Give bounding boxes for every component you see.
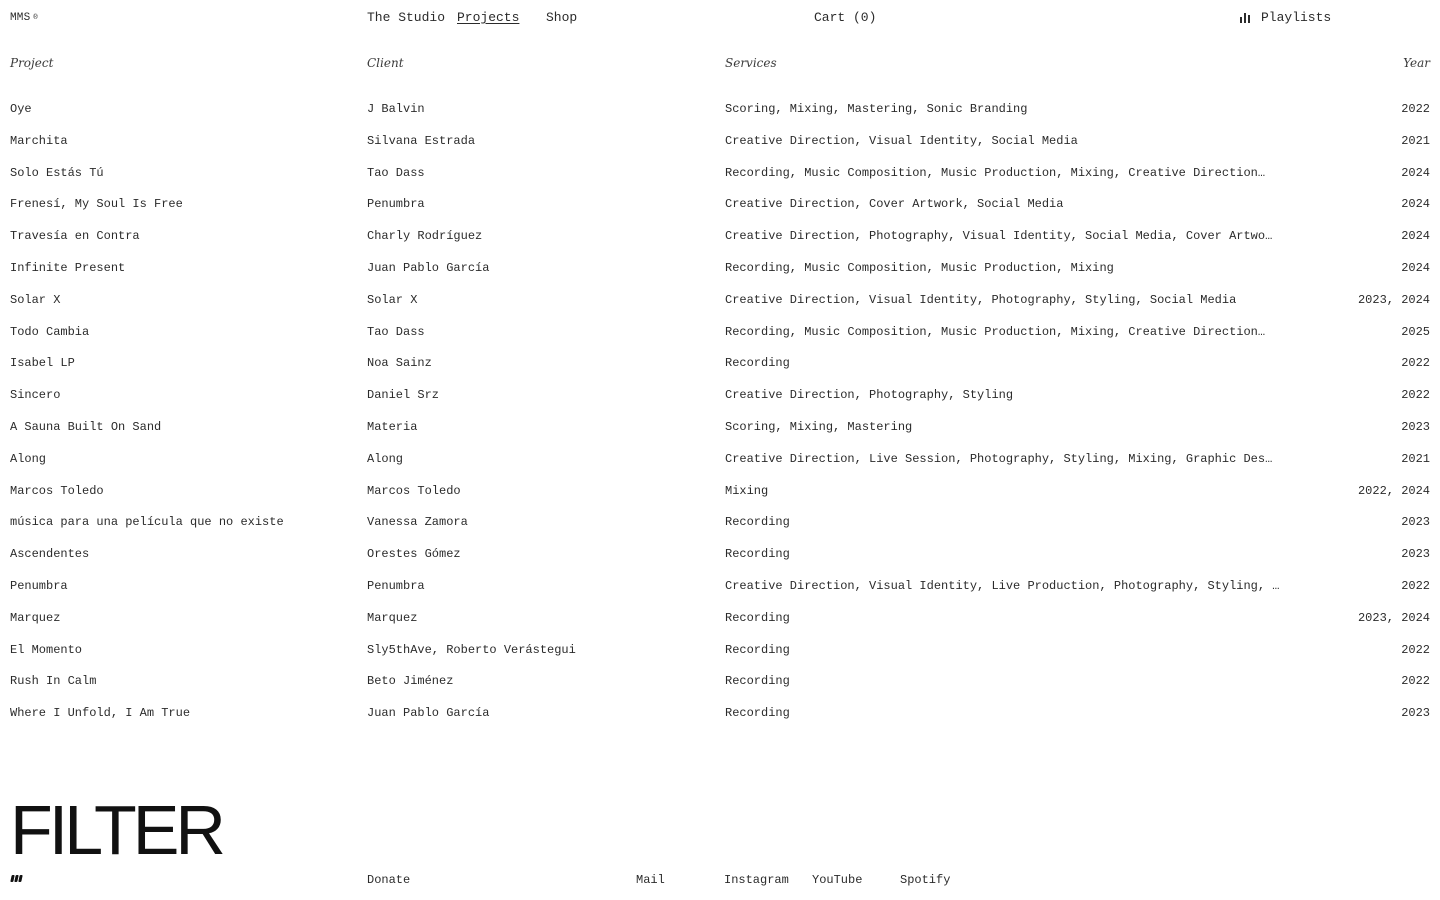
registered-mark: ® [33, 14, 38, 22]
table-row[interactable] [10, 545, 1430, 577]
project-cell: Ascendentes [10, 547, 90, 562]
project-cell: Frenesí, My Soul Is Free [10, 197, 183, 212]
services-cell: Creative Direction, Live Session, Photography, Styling, Mixing, Graphic Des… [725, 451, 1273, 466]
year-cell: 2022 [1401, 356, 1430, 371]
services-cell: Creative Direction, Visual Identity, Social Media [725, 133, 1078, 148]
client-cell: Daniel Srz [367, 388, 440, 403]
year-cell: 2022, 2024 [1357, 483, 1430, 498]
project-cell: Marquez [10, 610, 61, 625]
services-cell: Recording [725, 356, 790, 371]
client-cell: Marquez [367, 610, 418, 625]
year-cell: 2022 [1401, 674, 1430, 689]
year-cell: 2022 [1401, 102, 1430, 116]
services-cell: Recording, Music Composition, Music Production, Mixing, Creative Direction… [725, 165, 1266, 180]
year-cell: 2022 [1401, 578, 1430, 593]
client-cell: Tao Dass [367, 165, 425, 180]
table-row[interactable] [10, 577, 1430, 609]
footer-link-spotify[interactable]: Spotify [900, 873, 951, 887]
client-cell: Solar X [367, 292, 418, 307]
year-cell: 2024 [1401, 197, 1430, 212]
nav-link-projects[interactable]: Projects [457, 10, 520, 25]
table-row[interactable] [10, 513, 1430, 545]
header-project[interactable]: Project [10, 56, 54, 70]
project-cell: Travesía en Contra [10, 229, 140, 244]
project-cell: Penumbra [10, 578, 68, 593]
header-services[interactable]: Services [725, 56, 777, 70]
project-cell: Solo Estás Tú [10, 165, 104, 180]
table-row[interactable] [10, 354, 1430, 386]
table-row[interactable] [10, 704, 1430, 736]
project-cell: El Momento [10, 642, 83, 657]
footer [0, 872, 1440, 890]
project-cell: Along [10, 451, 47, 466]
project-cell: Isabel LP [10, 356, 75, 371]
year-cell: 2023 [1401, 419, 1430, 434]
client-cell: Tao Dass [367, 324, 425, 339]
services-cell: Recording, Music Composition, Music Production, Mixing [725, 260, 1114, 275]
services-cell: Recording [725, 706, 790, 721]
year-cell: 2024 [1401, 165, 1430, 180]
nav-link-playlists[interactable] [1240, 10, 1331, 26]
logo-text: MMS [10, 12, 31, 24]
table-row[interactable] [10, 132, 1430, 164]
project-cell: Infinite Present [10, 260, 126, 275]
table-row[interactable] [10, 418, 1430, 450]
client-cell: Marcos Toledo [367, 483, 461, 498]
year-cell: 2023 [1401, 515, 1430, 530]
year-cell: 2023 [1401, 547, 1430, 562]
year-cell: 2023 [1401, 706, 1430, 721]
projects-table [10, 56, 1430, 721]
project-cell: Marchita [10, 133, 68, 148]
services-cell: Creative Direction, Visual Identity, Live Production, Photography, Styling, … [725, 578, 1280, 593]
year-cell: 2022 [1401, 388, 1430, 403]
project-cell: A Sauna Built On Sand [10, 419, 162, 434]
client-cell: J Balvin [367, 102, 425, 116]
nav-link-cart[interactable]: Cart (0) [814, 10, 877, 25]
nav-link-the-studio[interactable]: The Studio [367, 10, 446, 25]
client-cell: Juan Pablo García [367, 260, 490, 275]
table-header [10, 56, 1430, 74]
services-cell: Mixing [725, 483, 769, 498]
services-cell: Recording [725, 610, 790, 625]
client-cell: Sly5thAve, Roberto Verástegui [367, 642, 576, 657]
table-row[interactable] [10, 450, 1430, 482]
mms-mark-icon[interactable] [11, 875, 22, 882]
services-cell: Recording [725, 515, 790, 530]
table-row[interactable] [10, 291, 1430, 323]
footer-link-mail[interactable]: Mail [636, 873, 665, 887]
services-cell: Scoring, Mixing, Mastering, Sonic Branding [725, 102, 1028, 116]
equalizer-bars-icon [1240, 13, 1252, 23]
project-cell: música para una película que no existe [10, 515, 284, 530]
playlists-label: Playlists [1261, 10, 1332, 25]
client-cell: Juan Pablo García [367, 706, 490, 721]
footer-link-donate[interactable]: Donate [367, 873, 411, 887]
year-cell: 2021 [1401, 133, 1430, 148]
project-cell: Oye [10, 102, 32, 116]
table-row[interactable] [10, 672, 1430, 704]
client-cell: Along [367, 451, 404, 466]
services-cell: Creative Direction, Photography, Visual Identity, Social Media, Cover Artwo… [725, 229, 1273, 244]
table-body [10, 100, 1430, 736]
client-cell: Orestes Gómez [367, 547, 461, 562]
client-cell: Charly Rodríguez [367, 229, 483, 244]
client-cell: Penumbra [367, 197, 425, 212]
year-cell: 2021 [1401, 451, 1430, 466]
services-cell: Recording [725, 642, 790, 657]
header-client[interactable]: Client [367, 56, 404, 70]
filter-button[interactable]: FILTER [10, 791, 222, 869]
client-cell: Materia [367, 419, 418, 434]
year-cell: 2024 [1401, 260, 1430, 275]
table-row[interactable] [10, 259, 1430, 291]
year-cell: 2022 [1401, 642, 1430, 657]
table-row[interactable] [10, 227, 1430, 259]
services-cell: Recording [725, 674, 790, 689]
client-cell: Noa Sainz [367, 356, 432, 371]
nav-link-shop[interactable]: Shop [546, 10, 578, 25]
services-cell: Recording, Music Composition, Music Production, Mixing, Creative Direction… [725, 324, 1266, 339]
year-cell: 2023, 2024 [1357, 292, 1430, 307]
project-cell: Sincero [10, 388, 61, 403]
project-cell: Solar X [10, 292, 61, 307]
year-cell: 2024 [1401, 229, 1430, 244]
header-year[interactable]: Year [1403, 56, 1430, 70]
client-cell: Beto Jiménez [367, 674, 454, 689]
table-row[interactable] [10, 482, 1430, 514]
footer-link-instagram[interactable]: Instagram [724, 873, 789, 887]
year-cell: 2025 [1401, 324, 1430, 339]
services-cell: Recording [725, 547, 790, 562]
table-row[interactable] [10, 164, 1430, 196]
client-cell: Silvana Estrada [367, 133, 476, 148]
services-cell: Creative Direction, Cover Artwork, Social Media [725, 197, 1064, 212]
client-cell: Vanessa Zamora [367, 515, 468, 530]
table-row[interactable] [10, 100, 1430, 132]
top-nav [0, 10, 1440, 26]
services-cell: Creative Direction, Photography, Styling [725, 388, 1014, 403]
table-row[interactable] [10, 195, 1430, 227]
footer-link-youtube[interactable]: YouTube [812, 873, 863, 887]
project-cell: Todo Cambia [10, 324, 90, 339]
logo-link[interactable] [10, 10, 38, 26]
table-row[interactable] [10, 641, 1430, 673]
table-row[interactable] [10, 323, 1430, 355]
project-cell: Marcos Toledo [10, 483, 104, 498]
services-cell: Scoring, Mixing, Mastering [725, 419, 913, 434]
table-row[interactable] [10, 609, 1430, 641]
services-cell: Creative Direction, Visual Identity, Photography, Styling, Social Media [725, 292, 1237, 307]
table-row[interactable] [10, 386, 1430, 418]
client-cell: Penumbra [367, 578, 425, 593]
year-cell: 2023, 2024 [1357, 610, 1430, 625]
project-cell: Where I Unfold, I Am True [10, 706, 191, 721]
project-cell: Rush In Calm [10, 674, 97, 689]
